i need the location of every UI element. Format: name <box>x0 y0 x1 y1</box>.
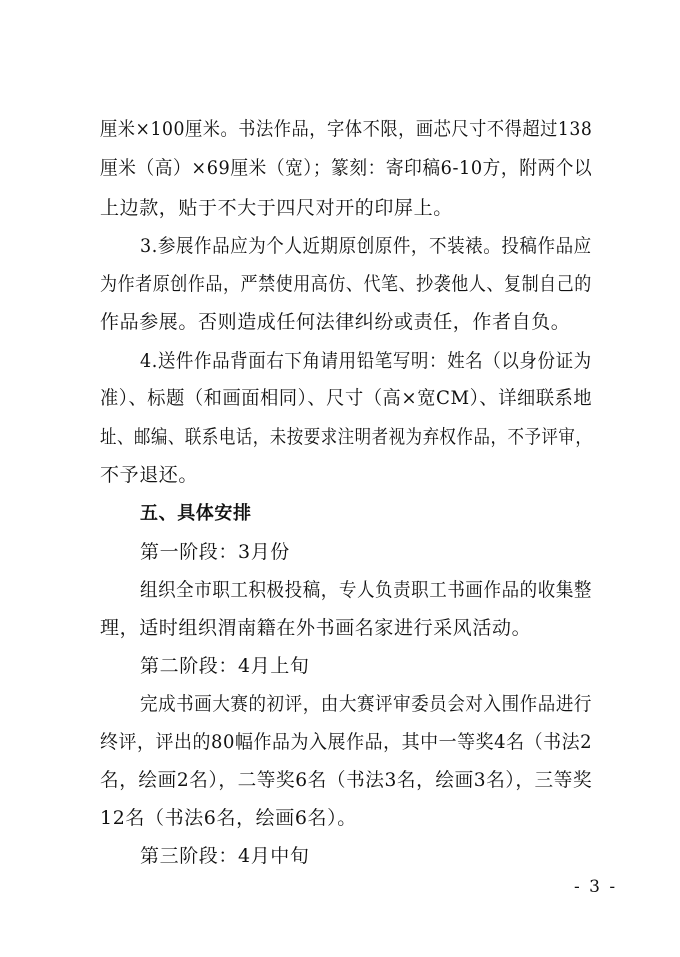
stage-heading: 第一阶段：3月份 <box>140 541 290 563</box>
body-line: 终评，评出的80幅作品为入展作品，其中一等奖4名（书法2 <box>100 731 593 753</box>
body-line: 址、邮编、联系电话，未按要求注明者视为弃权作品，不予评审， <box>100 426 593 448</box>
body-line: 完成书画大赛的初评，由大赛评审委员会对入围作品进行 <box>140 693 592 715</box>
body-line: 理，适时组织渭南籍在外书画名家进行采风活动。 <box>100 617 532 639</box>
body-line: 作品参展。否则造成任何法律纠纷或责任，作者自负。 <box>100 311 571 333</box>
body-line: 3.参展作品应为个人近期原创原件，不装裱。投稿作品应 <box>140 235 592 257</box>
page-number: - 3 - <box>574 877 618 897</box>
stage-heading: 第三阶段：4月中旬 <box>140 845 310 867</box>
body-line: 不予退还。 <box>100 464 199 486</box>
body-line: 名，绘画2名），二等奖6名（书法3名，绘画3名），三等奖 <box>100 769 593 791</box>
body-line: 上边款，贴于不大于四尺对开的印屏上。 <box>100 197 453 219</box>
body-line: 组织全市职工积极投稿，专人负责职工书画作品的收集整 <box>140 579 592 601</box>
body-line: 4.送件作品背面右下角请用铅笔写明：姓名（以身份证为 <box>140 350 592 372</box>
section-heading: 五、具体安排 <box>140 503 252 524</box>
body-line: 12名（书法6名，绘画6名）。 <box>100 807 357 829</box>
body-line: 准）、标题（和画面相同）、尺寸（高×宽CM）、详细联系地 <box>100 387 593 409</box>
body-line: 为作者原创作品，严禁使用高仿、代笔、抄袭他人、复制自己的 <box>100 273 592 295</box>
body-line: 厘米（高）×69厘米（宽）；篆刻：寄印稿6-10方，附两个以 <box>100 157 593 179</box>
body-line: 厘米×100厘米。书法作品，字体不限，画芯尺寸不得超过138 <box>100 118 593 140</box>
stage-heading: 第二阶段：4月上旬 <box>140 655 310 677</box>
